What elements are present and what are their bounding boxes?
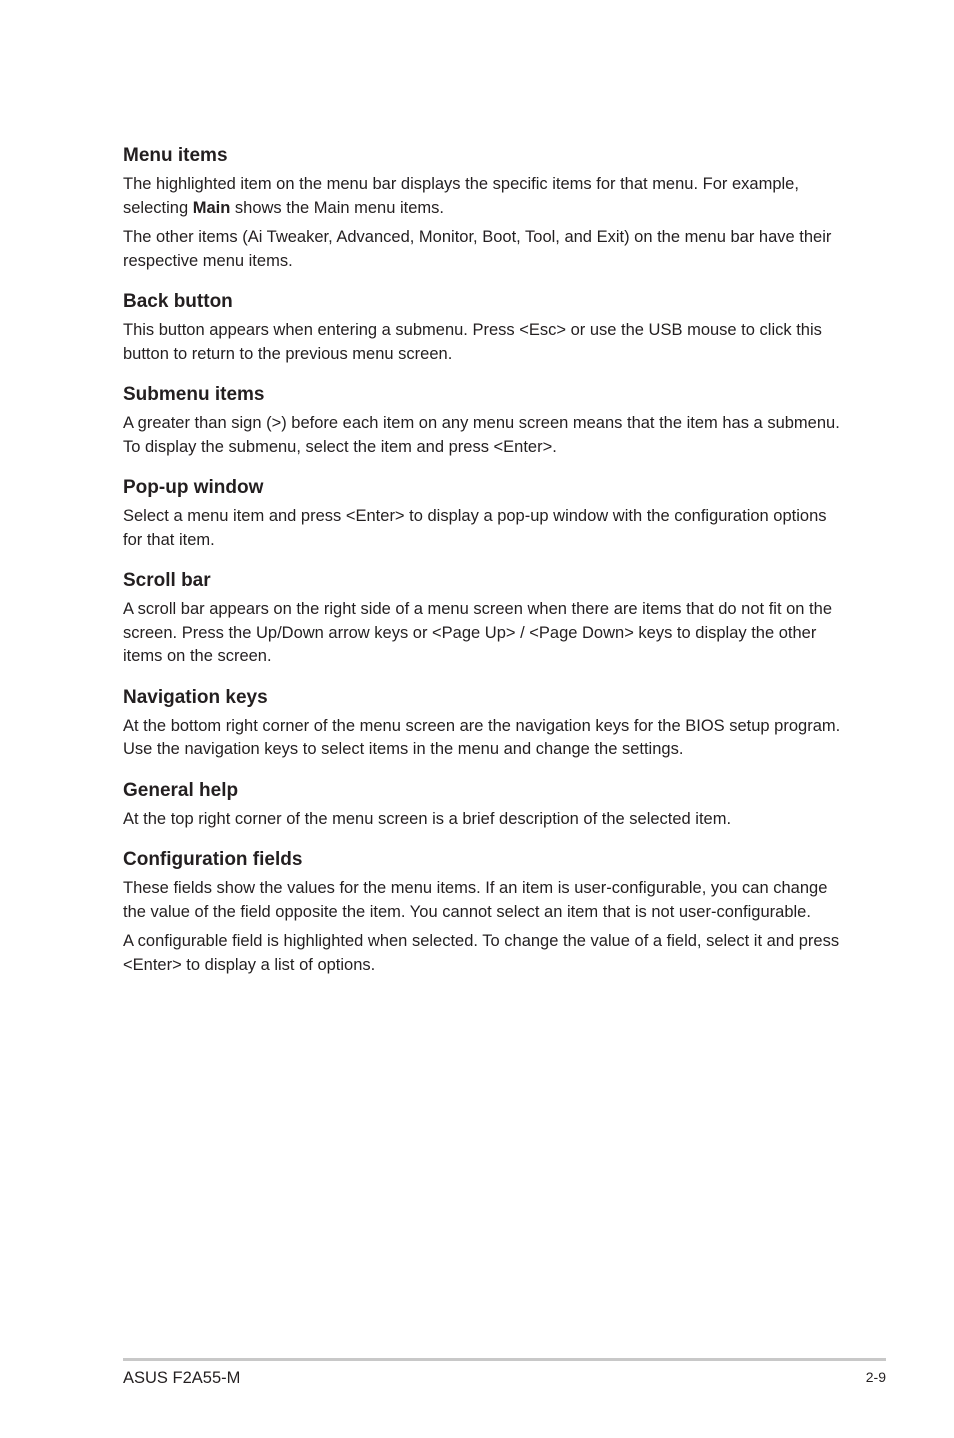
section-heading: Submenu items: [123, 384, 265, 405]
section-paragraph: These fields show the values for the menu items. If an item is user-configurable, you can change the value of the field opposite the item. You cannot select an item that is not user-configurable.: [123, 879, 828, 921]
paragraph-text: The highlighted item on the menu bar displays the specific items for that menu. For example, selecting: [123, 175, 799, 217]
section-paragraph: Select a menu item and press <Enter> to display a pop-up window with the configuration options for that item.: [123, 507, 827, 549]
section-menu-items: [123, 143, 843, 273]
section-navigation-keys: [123, 685, 843, 762]
bold-term: Main: [192, 198, 231, 217]
section-heading: Navigation keys: [123, 686, 268, 708]
section-scroll-bar: [123, 568, 843, 669]
section-heading: Menu items: [123, 145, 228, 166]
section-heading: Configuration fields: [123, 849, 303, 870]
section-paragraph: At the top right corner of the menu screen is a brief description of the selected item.: [123, 809, 732, 828]
footer-page-number: 2-9: [865, 1369, 886, 1385]
footer-product-name: ASUS F2A55-M: [123, 1369, 241, 1387]
section-paragraph: At the bottom right corner of the menu screen are the navigation keys for the BIOS setup program. Use the navigation keys to select items in the menu and change the settings.: [123, 716, 841, 758]
section-general-help: [123, 778, 843, 832]
paragraph-text: shows the Main menu items.: [230, 198, 444, 217]
section-paragraph: A configurable field is highlighted when selected. To change the value of a field, select it and press <Enter> to display a list of options.: [123, 932, 840, 974]
section-paragraph: A greater than sign (>) before each item on any menu screen means that the item has a submenu. To display the submenu, select the item and press <Enter>.: [123, 414, 840, 456]
section-popup-window: [123, 475, 843, 552]
section-heading: Pop-up window: [123, 477, 264, 498]
section-paragraph: This button appears when entering a submenu. Press <Esc> or use the USB mouse to click this button to return to the previous menu screen.: [123, 321, 822, 363]
section-paragraph: A scroll bar appears on the right side of a menu screen when there are items that do not fit on the screen. Press the Up/Down arrow keys or <Page Up> / <Page Down> keys to display the other items on the screen.: [123, 600, 832, 665]
footer-divider: [123, 1358, 886, 1361]
section-paragraph: [123, 173, 843, 220]
section-configuration-fields: [123, 847, 843, 977]
manual-content: [123, 143, 843, 977]
section-heading: Scroll bar: [123, 570, 211, 591]
section-paragraph: The other items (Ai Tweaker, Advanced, Monitor, Boot, Tool, and Exit) on the menu bar have their respective menu items.: [123, 228, 832, 270]
section-heading: General help: [123, 779, 239, 801]
section-heading: Back button: [123, 291, 233, 312]
section-submenu-items: [123, 382, 843, 459]
section-back-button: [123, 289, 843, 366]
